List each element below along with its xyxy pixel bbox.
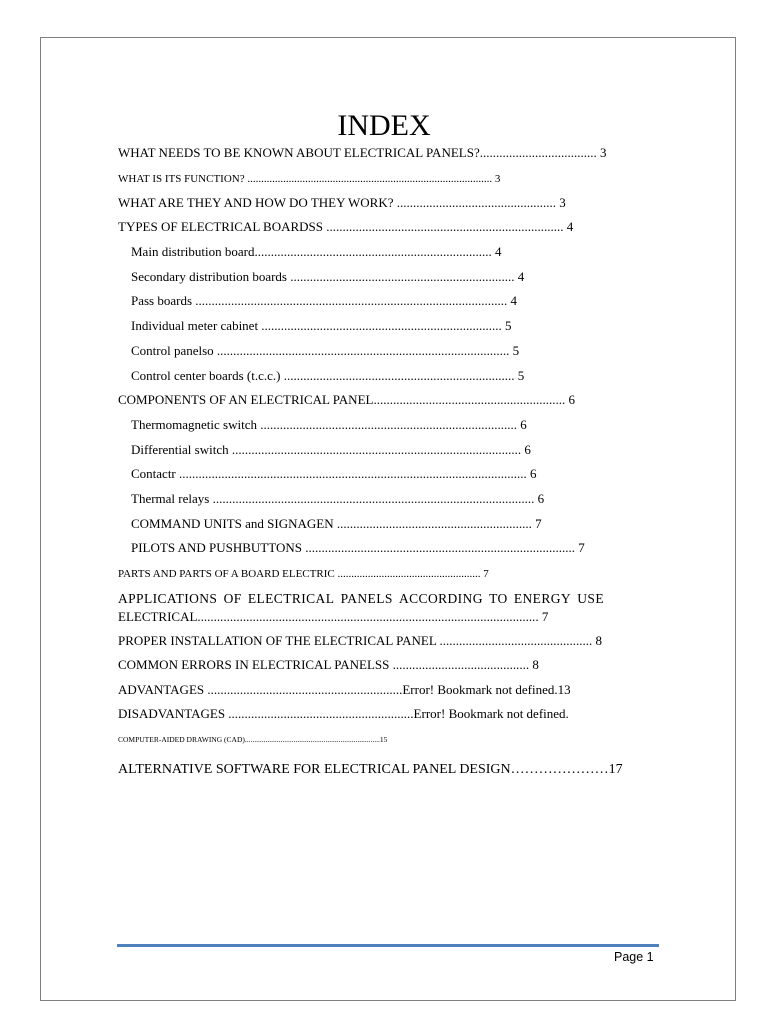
toc-entry-applications[interactable] (118, 590, 604, 626)
toc-entry-thermal-relays[interactable]: Thermal relays ................................................................................................... 6 (131, 491, 545, 506)
toc-entry-types-of-boards[interactable]: TYPES OF ELECTRICAL BOARDSS ......................................................................... 4 (118, 219, 574, 234)
toc-entry-components[interactable]: COMPONENTS OF AN ELECTRICAL PANEL........................................................... 6 (118, 392, 575, 407)
toc-entry-disadvantages[interactable]: DISADVANTAGES .........................................................Error! Bookmark not defined. (118, 706, 569, 721)
toc-entry-how-they-work[interactable]: WHAT ARE THEY AND HOW DO THEY WORK? ................................................. 3 (118, 195, 566, 210)
footer-divider (117, 944, 659, 947)
toc-entry-what-is-its-function[interactable]: WHAT IS ITS FUNCTION? ......................................................................................... 3 (118, 173, 501, 185)
page-number: Page 1 (614, 950, 654, 964)
toc-entry-advantages[interactable]: ADVANTAGES ............................................................Error! Bookmark not defined.13 (118, 682, 571, 697)
toc-entry-thermomagnetic-switch[interactable]: Thermomagnetic switch ............................................................................... 6 (131, 417, 527, 432)
toc-entry-common-errors[interactable]: COMMON ERRORS IN ELECTRICAL PANELSS .......................................... 8 (118, 657, 539, 672)
toc-entry-control-center-boards[interactable]: Control center boards (t.c.c.) ....................................................................... 5 (131, 368, 525, 383)
toc-entry-secondary-distribution-boards[interactable]: Secondary distribution boards ..................................................................... 4 (131, 269, 525, 284)
toc-entry-alternative-software[interactable]: ALTERNATIVE SOFTWARE FOR ELECTRICAL PANEL DESIGN…………………17 (118, 762, 623, 777)
toc-entry-what-needs-to-be-known[interactable]: WHAT NEEDS TO BE KNOWN ABOUT ELECTRICAL PANELS?.................................... 3 (118, 145, 607, 160)
toc-entry-differential-switch[interactable]: Differential switch ......................................................................................... 6 (131, 442, 531, 457)
applications-line-2: ELECTRICAL......................................................................................................... 7 (118, 609, 549, 624)
applications-line-1: APPLICATIONS OF ELECTRICAL PANELS ACCORDING TO ENERGY USE (118, 591, 604, 606)
index-title: INDEX (337, 109, 431, 142)
toc-entry-main-distribution-board[interactable]: Main distribution board......................................................................... 4 (131, 244, 502, 259)
toc-entry-pilots-and-pushbuttons[interactable]: PILOTS AND PUSHBUTTONS ................................................................................... 7 (131, 540, 585, 555)
toc-entry-cad[interactable]: COMPUTER-AIDED DRAWING (CAD)........................................................................15 (118, 735, 388, 744)
toc-entry-control-panelso[interactable]: Control panelso .......................................................................................... 5 (131, 343, 520, 358)
toc-entry-pass-boards[interactable]: Pass boards ................................................................................................ 4 (131, 293, 518, 308)
toc-entry-contactr[interactable]: Contactr ........................................................................................................... 6 (131, 466, 537, 481)
toc-entry-parts-of-a-board[interactable]: PARTS AND PARTS OF A BOARD ELECTRIC .................................................... 7 (118, 568, 489, 580)
toc-entry-individual-meter-cabinet[interactable]: Individual meter cabinet .......................................................................... 5 (131, 318, 512, 333)
toc-entry-command-units[interactable]: COMMAND UNITS and SIGNAGEN ............................................................ 7 (131, 516, 542, 531)
toc-entry-proper-installation[interactable]: PROPER INSTALLATION OF THE ELECTRICAL PANEL ............................................... 8 (118, 633, 603, 648)
